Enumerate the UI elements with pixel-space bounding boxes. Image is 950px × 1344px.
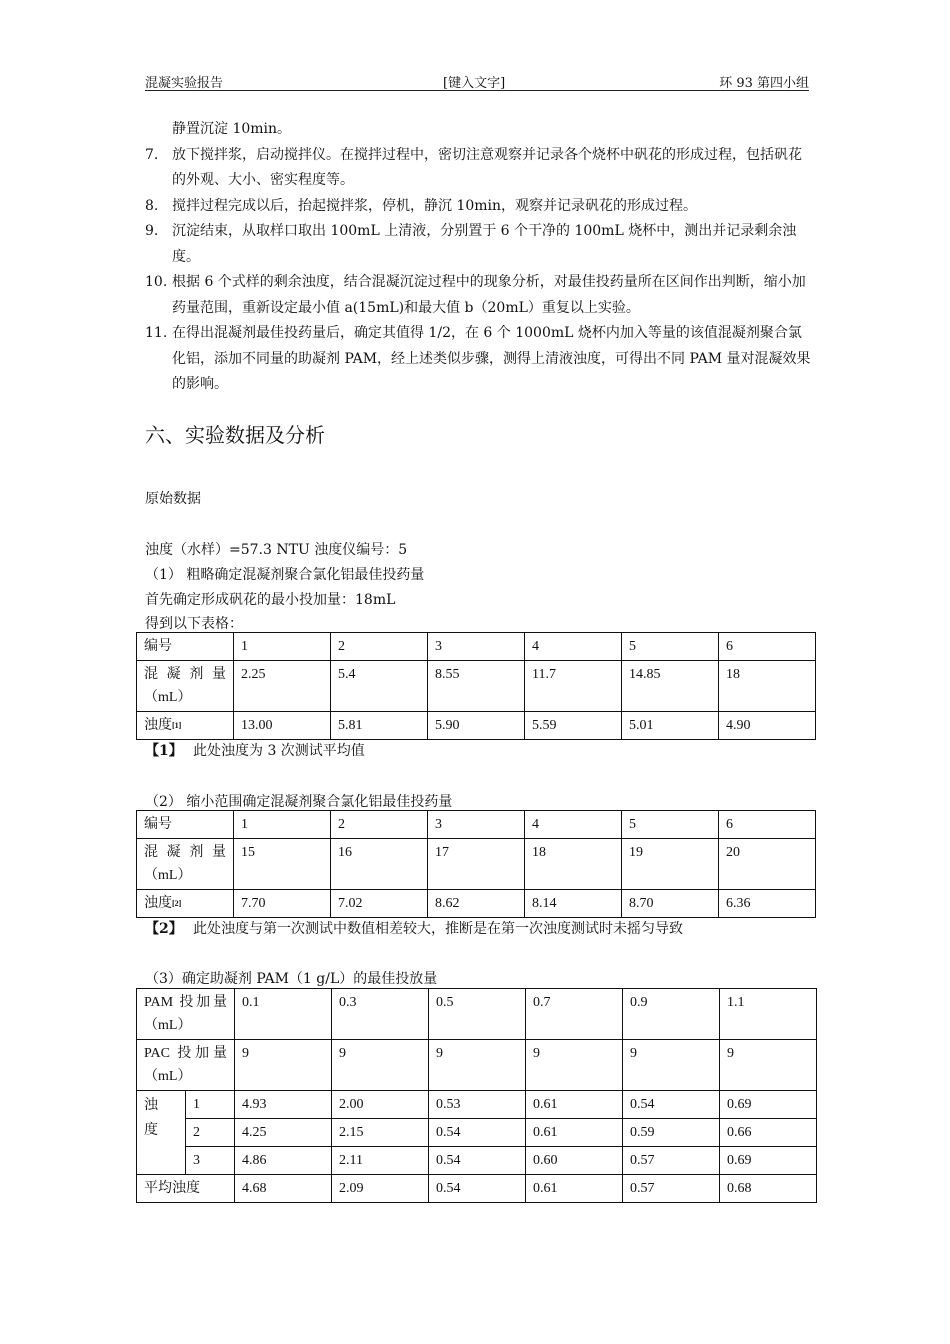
table-cell: 4.68 — [235, 1175, 332, 1203]
table-cell: 0.1 — [235, 989, 332, 1040]
table-cell: 0.61 — [526, 1091, 623, 1119]
part1-intro-table: 得到以下表格： — [145, 616, 243, 632]
header-right-text: 环 93 第四小组 — [719, 76, 809, 91]
row-label-pam: PAM 投加量（mL） — [144, 995, 227, 1033]
table-row — [137, 1040, 817, 1091]
table-cell: 5.4 — [331, 661, 428, 712]
page-header — [145, 70, 809, 91]
step-item — [145, 117, 811, 143]
step-item — [145, 194, 811, 220]
table-cell: 17 — [428, 839, 525, 890]
table-cell: 3 — [428, 633, 525, 661]
row-label-average: 平均浊度 — [137, 1175, 235, 1203]
table-cell: 0.54 — [429, 1175, 526, 1203]
footnote-tag: 【1】 — [145, 743, 183, 759]
step-number: 10. — [145, 274, 168, 290]
table-cell: 0.54 — [429, 1119, 526, 1147]
table-cell: 0.3 — [332, 989, 429, 1040]
table-cell: 3 — [428, 811, 525, 839]
table-cell: 8.70 — [622, 890, 719, 918]
table-cell: 9 — [526, 1040, 623, 1091]
row-label-turbidity: 浊度 — [144, 1098, 158, 1138]
row-label-cell — [137, 712, 234, 740]
part3-title: （3）确定助凝剂 PAM（1 g/L）的最佳投放量 — [145, 971, 438, 987]
table-cell: 1.1 — [720, 989, 817, 1040]
table-cell: 18 — [719, 661, 816, 712]
step-number: 8. — [145, 197, 159, 214]
row-label-id: 编号 — [137, 811, 234, 839]
part1-table — [136, 632, 816, 740]
row-label-id: 编号 — [137, 633, 234, 661]
step-number: 11. — [145, 325, 168, 341]
table-cell: 2.09 — [332, 1175, 429, 1203]
step-text: 沉淀结束，从取样口取出 100mL 上清液，分别置于 6 个干净的 100mL 烧杯中，测出并记录剩余浊度。 — [172, 223, 797, 265]
table-cell: 0.61 — [526, 1119, 623, 1147]
row-label-cell — [137, 839, 234, 890]
table-cell: 9 — [332, 1040, 429, 1091]
footnote-mark: [1] — [172, 721, 182, 730]
table-cell: 7.70 — [234, 890, 331, 918]
table-cell: 8.55 — [428, 661, 525, 712]
table-cell: 11.7 — [525, 661, 622, 712]
table-cell: 13.00 — [234, 712, 331, 740]
table-cell: 0.57 — [623, 1175, 720, 1203]
step-item — [145, 143, 811, 194]
table-cell: 16 — [331, 839, 428, 890]
table-cell: 1 — [234, 811, 331, 839]
step-number: 9. — [145, 223, 159, 239]
trial-number: 3 — [186, 1147, 235, 1175]
table-cell: 0.7 — [526, 989, 623, 1040]
part2-title: （2） 缩小范围确定混凝剂聚合氯化铝最佳投药量 — [145, 794, 453, 810]
table-cell: 20 — [719, 839, 816, 890]
table-cell: 0.60 — [526, 1147, 623, 1175]
table-cell: 2.11 — [332, 1147, 429, 1175]
table-cell: 4.86 — [235, 1147, 332, 1175]
table-cell: 4 — [525, 811, 622, 839]
step-text: 在得出混凝剂最佳投药量后，确定其值得 1/2，在 6 个 1000mL 烧杯内加入等量的该值混凝剂聚合氯化铝，添加不同量的助凝剂 PAM，经上述类似步骤，测得上清液浊度，可得出不同 PAM 量对混凝效果的影响。 — [172, 325, 811, 392]
footnote-text: 此处浊度为 3 次测试平均值 — [193, 743, 365, 759]
table-row — [137, 661, 816, 712]
table-cell: 2 — [331, 633, 428, 661]
table-cell: 5 — [622, 633, 719, 661]
step-text: 静置沉淀 10min。 — [172, 121, 292, 137]
table-cell: 0.59 — [623, 1119, 720, 1147]
step-item — [145, 219, 811, 270]
trial-number: 1 — [186, 1091, 235, 1119]
row-label-cell — [137, 661, 234, 712]
table-row — [137, 811, 816, 839]
step-item — [145, 321, 811, 398]
step-text: 搅拌过程完成以后，抬起搅拌浆，停机，静沉 10min，观察并记录矾花的形成过程。 — [172, 197, 698, 214]
table-cell: 2 — [331, 811, 428, 839]
table-cell: 0.69 — [720, 1147, 817, 1175]
table-cell: 1 — [234, 633, 331, 661]
table-row — [137, 712, 816, 740]
trial-number: 2 — [186, 1119, 235, 1147]
row-label-turbidity: 浊度 — [144, 718, 172, 733]
table-cell: 5.81 — [331, 712, 428, 740]
table-cell: 6 — [719, 633, 816, 661]
table-cell: 9 — [429, 1040, 526, 1091]
row-label-pac: PAC 投加量（mL） — [144, 1046, 227, 1084]
table-cell: 0.69 — [720, 1091, 817, 1119]
table-cell: 18 — [525, 839, 622, 890]
part1-title: （1） 粗略确定混凝剂聚合氯化铝最佳投药量 — [145, 567, 425, 583]
step-number: 7. — [145, 146, 159, 163]
table-cell: 5.59 — [525, 712, 622, 740]
table-row — [137, 1175, 817, 1203]
table-row — [137, 839, 816, 890]
table-cell: 4.93 — [235, 1091, 332, 1119]
table-row — [137, 1119, 817, 1147]
table-cell: 9 — [235, 1040, 332, 1091]
table-cell: 0.5 — [429, 989, 526, 1040]
table-cell: 2.15 — [332, 1119, 429, 1147]
table-cell: 2.00 — [332, 1091, 429, 1119]
header-center-text: [键入文字] — [443, 76, 506, 91]
footnote-1 — [145, 740, 365, 760]
table-cell: 0.9 — [623, 989, 720, 1040]
table-cell: 4.90 — [719, 712, 816, 740]
table-cell: 0.54 — [429, 1147, 526, 1175]
table-cell: 14.85 — [622, 661, 719, 712]
step-text: 放下搅拌浆，启动搅拌仪。在搅拌过程中，密切注意观察并记录各个烧杯中矾花的形成过程，包括矾花的外观、大小、密实程度等。 — [172, 146, 802, 188]
part3-table — [136, 988, 817, 1203]
table-cell: 6 — [719, 811, 816, 839]
step-item — [145, 270, 811, 321]
step-text: 根据 6 个式样的剩余浊度，结合混凝沉淀过程中的现象分析，对最佳投药量所在区间作出判断，缩小加药量范围，重新设定最小值 a(15mL)和最大值 b（20mL）重复以上实验。 — [172, 274, 806, 316]
table-row — [137, 989, 817, 1040]
table-row — [137, 633, 816, 661]
footnote-2 — [145, 918, 683, 938]
section-title: 六、实验数据及分析 — [145, 423, 325, 447]
table-cell: 8.62 — [428, 890, 525, 918]
header-left-text: 混凝实验报告 — [145, 76, 224, 91]
table-cell: 7.02 — [331, 890, 428, 918]
table-cell: 5.01 — [622, 712, 719, 740]
table-cell: 2.25 — [234, 661, 331, 712]
row-label-turbidity: 浊度 — [144, 896, 172, 911]
table-row — [137, 1091, 817, 1119]
table-cell: 0.66 — [720, 1119, 817, 1147]
table-cell: 19 — [622, 839, 719, 890]
table-cell: 4.25 — [235, 1119, 332, 1147]
table-cell: 0.53 — [429, 1091, 526, 1119]
part1-intro-min-dose: 首先确定形成矾花的最小投加量：18mL — [145, 592, 396, 608]
row-label-dose: 混凝剂量（mL） — [144, 667, 226, 705]
table-row — [137, 890, 816, 918]
table-cell: 8.14 — [525, 890, 622, 918]
table-cell: 4 — [525, 633, 622, 661]
table-cell: 0.54 — [623, 1091, 720, 1119]
table-cell: 0.68 — [720, 1175, 817, 1203]
table-cell: 15 — [234, 839, 331, 890]
table-cell: 5 — [622, 811, 719, 839]
procedure-steps — [145, 117, 811, 398]
table-cell: 9 — [720, 1040, 817, 1091]
row-label-cell — [137, 989, 235, 1040]
table-cell: 0.57 — [623, 1147, 720, 1175]
row-label-cell — [137, 1091, 186, 1175]
table-cell: 6.36 — [719, 890, 816, 918]
raw-data-label: 原始数据 — [145, 491, 201, 507]
row-label-cell — [137, 1040, 235, 1091]
table-cell: 9 — [623, 1040, 720, 1091]
row-label-dose: 混凝剂量（mL） — [144, 845, 226, 883]
sample-turbidity-line: 浊度（水样）=57.3 NTU 浊度仪编号：5 — [145, 542, 408, 558]
row-label-cell — [137, 890, 234, 918]
table-cell: 0.61 — [526, 1175, 623, 1203]
footnote-text: 此处浊度与第一次测试中数值相差较大，推断是在第一次浊度测试时未摇匀导致 — [193, 921, 683, 937]
footnote-mark: [2] — [172, 899, 182, 908]
footnote-tag: 【2】 — [145, 921, 183, 937]
table-row — [137, 1147, 817, 1175]
table-cell: 5.90 — [428, 712, 525, 740]
part2-table — [136, 810, 816, 918]
